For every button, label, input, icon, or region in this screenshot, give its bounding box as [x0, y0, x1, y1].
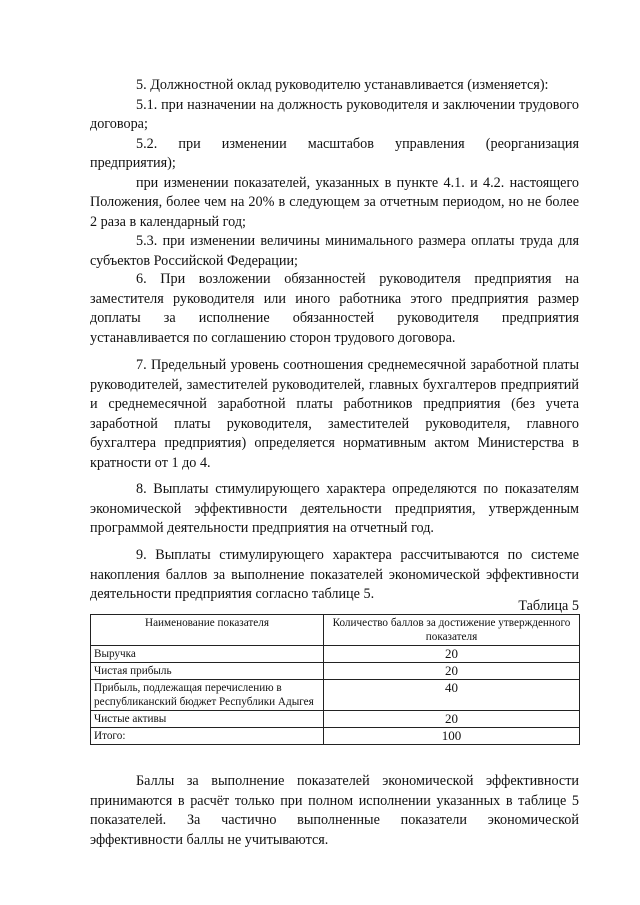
indicator-name: Чистые активы [91, 711, 324, 728]
section-5-indicators: при изменении показателей, указанных в пункте 4.1. и 4.2. настоящего Положения, более чем на 20% в следующем за отчетным периодом, но не более 2 раза в календарный год; [90, 174, 579, 230]
indicator-name: Чистая прибыль [91, 663, 324, 680]
indicator-name: Прибыль, подлежащая перечислению в республиканский бюджет Республики Адыгея [91, 680, 324, 711]
indicator-points: 20 [324, 663, 580, 680]
header-indicator-name: Наименование показателя [91, 615, 324, 646]
section-9 [90, 546, 579, 605]
section-5-intro: 5. Должностной оклад руководителю устанавливается (изменяется): [136, 77, 549, 93]
section-6 [90, 270, 579, 348]
total-label: Итого: [91, 728, 324, 745]
table-row [91, 680, 580, 711]
indicator-points: 40 [324, 680, 580, 711]
section-8-text: 8. Выплаты стимулирующего характера определяются по показателям экономической эффективности деятельности предприятия, утвержденным программой деятельности предприятия на отчетный год. [90, 481, 579, 536]
table-total-row [91, 728, 580, 745]
indicator-points: 20 [324, 711, 580, 728]
table-row [91, 663, 580, 680]
section-5-2: 5.2. при изменении масштабов управления (реорганизация предприятия); [90, 135, 579, 171]
section-5-1: 5.1. при назначении на должность руководителя и заключении трудового договора; [90, 96, 579, 132]
indicator-name: Выручка [91, 646, 324, 663]
section-7-text: 7. Предельный уровень соотношения среднемесячной заработной платы руководителей, заместителей руководителей, главных бухгалтеров предприятий и среднемесячной заработной платы работников предприятия (без учета заработной платы руководителя, заместителей руководителя, главного бухгалтера предприятия) определяется нормативным актом Министерства в кратности от 1 до 4. [90, 357, 579, 471]
section-5-3: 5.3. при изменении величины минимального размера оплаты труда для субъектов Российской Федерации; [90, 233, 579, 269]
section-9-text: 9. Выплаты стимулирующего характера рассчитываются по системе накопления баллов за выполнение показателей экономической эффективности деятельности предприятия согласно таблице 5. [90, 547, 579, 602]
final-paragraph [90, 772, 579, 850]
header-points: Количество баллов за достижение утвержденного показателя [324, 615, 580, 646]
points-table [90, 614, 580, 745]
table-row [91, 711, 580, 728]
final-text: Баллы за выполнение показателей экономической эффективности принимаются в расчёт только при полном исполнении указанных в таблице 5 показателей. За частично выполненные показатели экономической эффективности баллы не учитываются. [90, 773, 579, 848]
table-header-row [91, 615, 580, 646]
total-points: 100 [324, 728, 580, 745]
table-caption: Таблица 5 [518, 598, 579, 614]
section-6-text: 6. При возложении обязанностей руководителя предприятия на заместителя руководителя или иного работника этого предприятия размер доплаты за исполнение обязанностей руководителя предприятия устанавливается по соглашению сторон трудового договора. [90, 271, 579, 346]
section-7 [90, 356, 579, 473]
section-8 [90, 480, 579, 539]
table-row [91, 646, 580, 663]
indicator-points: 20 [324, 646, 580, 663]
section-5 [90, 76, 579, 271]
